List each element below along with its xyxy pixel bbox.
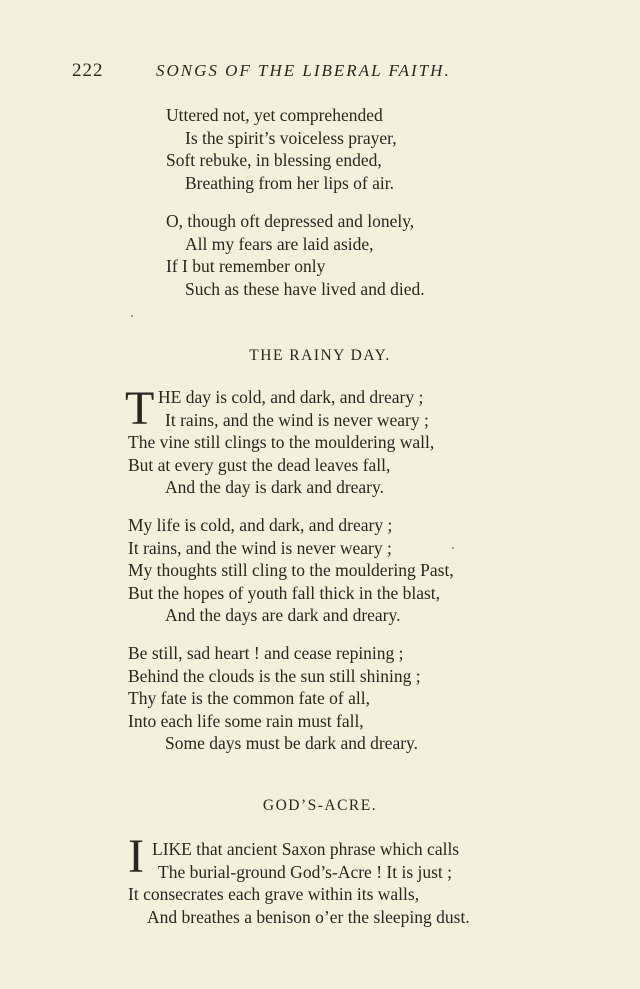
verse-line: The burial-ground God’s-Acre ! It is just ; xyxy=(158,861,453,882)
rainy-day-stanza-1 xyxy=(128,386,434,499)
verse-line: Such as these have lived and died. xyxy=(185,278,425,299)
verse-line: HE day is cold, and dark, and dreary ; xyxy=(158,387,424,407)
verse-line: It consecrates each grave within its walls, xyxy=(128,884,420,904)
verse-line: O, though oft depressed and lonely, xyxy=(166,211,415,231)
stanza-continued-1 xyxy=(166,104,397,194)
print-speck xyxy=(131,315,133,317)
verse-line: It rains, and the wind is never weary ; xyxy=(128,537,392,558)
verse-line: Into each life some rain must fall, xyxy=(128,710,364,731)
verse-line: Soft rebuke, in blessing ended, xyxy=(166,150,382,170)
verse-line: Some days must be dark and dreary. xyxy=(165,733,419,753)
verse-line: My life is cold, and dark, and dreary ; xyxy=(128,515,393,535)
poem-title-rainy-day: THE RAINY DAY. xyxy=(249,347,391,364)
verse-line: All my fears are laid aside, xyxy=(185,233,374,254)
rainy-day-stanza-3 xyxy=(128,642,421,755)
verse-line: But at every gust the dead leaves fall, xyxy=(128,454,391,475)
verse-line: The vine still clings to the mouldering wall, xyxy=(128,432,435,452)
verse-line: It rains, and the wind is never weary ; xyxy=(165,409,429,430)
verse-line: Uttered not, yet comprehended xyxy=(166,105,383,125)
page-number: 222 xyxy=(72,60,104,81)
running-title: SONGS OF THE LIBERAL FAITH. xyxy=(156,61,451,80)
verse-line: But the hopes of youth fall thick in the blast, xyxy=(128,582,441,603)
poem-title-gods-acre: GOD’S-ACRE. xyxy=(262,797,378,814)
verse-line: Behind the clouds is the sun still shining ; xyxy=(128,665,421,686)
verse-line: Be still, sad heart ! and cease repining ; xyxy=(128,643,404,663)
verse-line: Is the spirit’s voiceless prayer, xyxy=(185,127,397,148)
drop-cap-t: T xyxy=(125,382,155,435)
print-speck xyxy=(452,547,454,549)
page-header xyxy=(72,60,490,86)
verse-line: And breathes a benison o’er the sleeping dust. xyxy=(147,906,470,927)
gods-acre-stanza-1 xyxy=(128,838,470,928)
rainy-day-stanza-2 xyxy=(128,514,454,627)
verse-line: If I but remember only xyxy=(166,256,326,276)
stanza-continued-2 xyxy=(166,210,425,300)
verse-line: My thoughts still cling to the mouldering Past, xyxy=(128,560,454,580)
verse-line: Breathing from her lips of air. xyxy=(185,172,394,193)
verse-line: And the days are dark and dreary. xyxy=(165,605,401,625)
verse-line: Thy fate is the common fate of all, xyxy=(128,688,371,708)
drop-cap-i: I xyxy=(128,830,144,883)
verse-line: And the day is dark and dreary. xyxy=(165,477,384,497)
verse-line: LIKE that ancient Saxon phrase which calls xyxy=(152,839,460,859)
